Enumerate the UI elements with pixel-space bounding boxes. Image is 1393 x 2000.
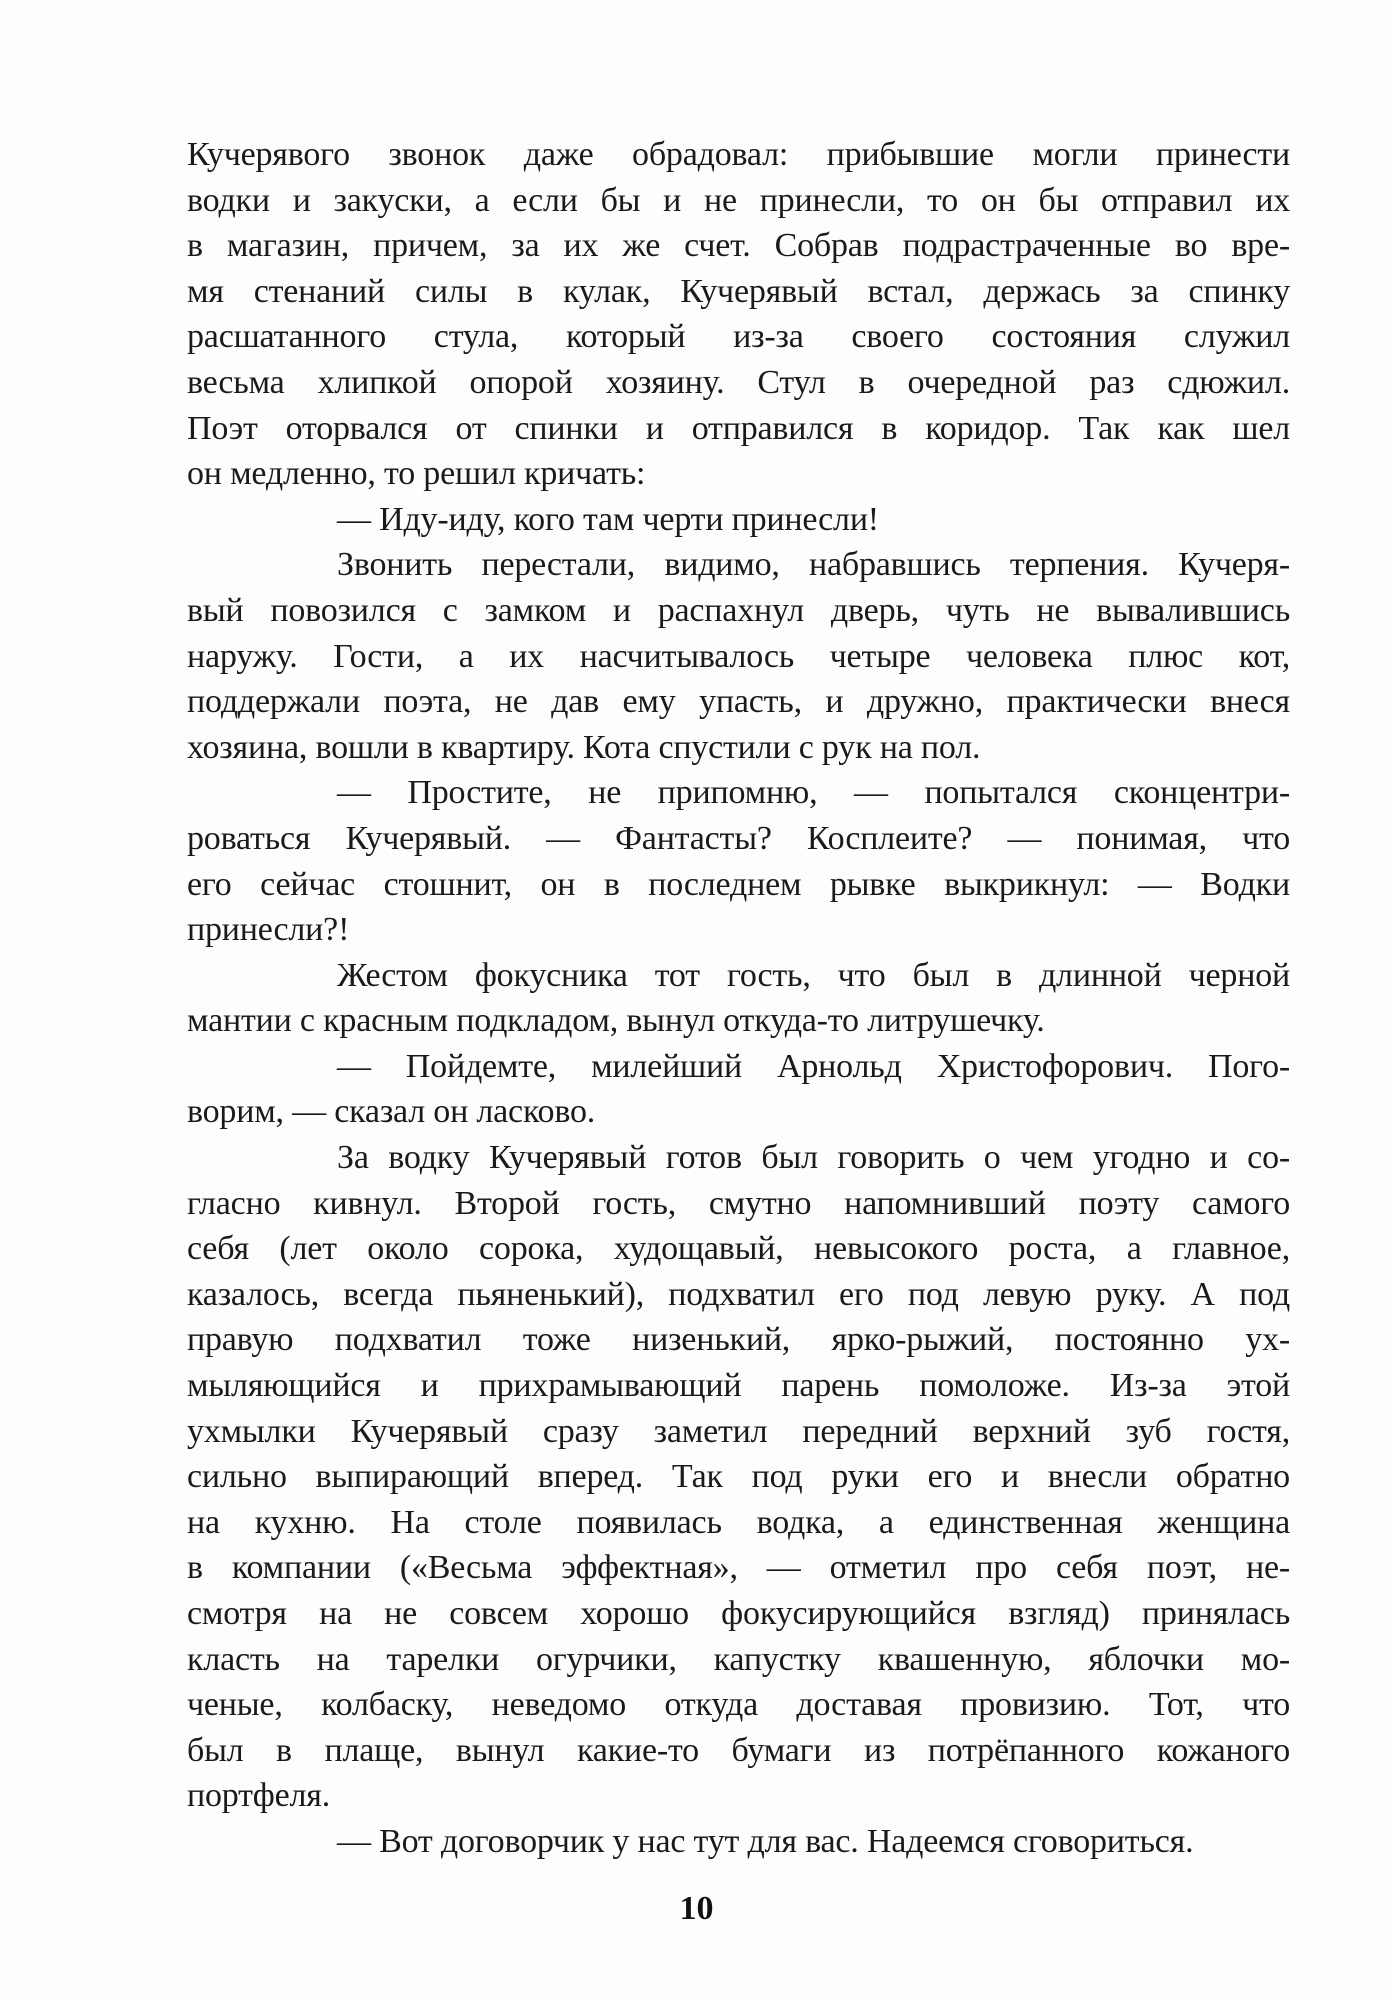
paragraph (187, 953, 1290, 1044)
text-line: — Пойдемте, милейший Арнольд Христофорович. Пого- (337, 1047, 1290, 1085)
text-line: — Иду-иду, кого там черти принесли! (337, 500, 879, 538)
text-line: — Вот договорчик у нас тут для вас. Надеемся сговориться. (337, 1822, 1194, 1860)
text-line: сильно выпирающий вперед. Так под руки его и внесли обратно (187, 1458, 1290, 1496)
text-line: на кухню. На столе появилась водка, а единственная женщина (187, 1503, 1290, 1541)
text-line: в магазин, причем, за их же счет. Собрав подрастраченные во вре- (187, 227, 1290, 265)
body-text (187, 132, 1290, 1865)
text-line: Жестом фокусника тот гость, что был в длинной черной (337, 956, 1290, 994)
text-line: принесли?! (187, 911, 350, 949)
text-line: Кучерявого звонок даже обрадовал: прибывшие могли принести (187, 136, 1290, 173)
text-line: мыляющийся и прихрамывающий парень помоложе. Из-за этой (187, 1367, 1290, 1405)
text-line: роваться Кучерявый. — Фантасты? Косплеите? — понимая, что (187, 819, 1290, 857)
text-line: мантии с красным подкладом, вынул откуда-то литрушечку. (187, 1002, 1045, 1040)
text-line: в компании («Весьма эффектная», — отметил про себя поэт, не- (187, 1549, 1290, 1587)
text-line: водки и закуски, а если бы и не принесли, то он бы отправил их (187, 181, 1290, 219)
text-line: гласно кивнул. Второй гость, смутно напомнивший поэту самого (187, 1184, 1290, 1222)
page-number: 10 (679, 1890, 714, 1927)
paragraph (187, 770, 1290, 952)
text-line: класть на тарелки огурчики, капустку квашенную, яблочки мо- (187, 1640, 1290, 1678)
text-line: ченые, колбаску, неведомо откуда доставая провизию. Тот, что (187, 1686, 1290, 1724)
text-line: вый повозился с замком и распахнул дверь, чуть не вывалившись (187, 591, 1290, 629)
text-line: хозяина, вошли в квартиру. Кота спустили с рук на пол. (187, 728, 981, 766)
text-line: Поэт оторвался от спинки и отправился в коридор. Так как шел (187, 409, 1290, 447)
text-line: был в плаще, вынул какие-то бумаги из потрёпанного кожаного (187, 1731, 1290, 1769)
paragraph (187, 497, 1290, 543)
text-line: Звонить перестали, видимо, набравшись терпения. Кучеря- (337, 546, 1290, 584)
text-line: поддержали поэта, не дав ему упасть, и дружно, практически внеся (187, 683, 1290, 721)
text-line: ворим, — сказал он ласково. (187, 1093, 596, 1131)
text-line: его сейчас стошнит, он в последнем рывке выкрикнул: — Водки (187, 865, 1290, 903)
text-line: весьма хлипкой опорой хозяину. Стул в очередной раз сдюжил. (187, 363, 1290, 401)
paragraph (187, 132, 1290, 497)
text-line: он медленно, то решил кричать: (187, 455, 646, 493)
text-line: мя стенаний силы в кулак, Кучерявый встал, держась за спинку (187, 272, 1290, 310)
paragraph (187, 542, 1290, 770)
text-line: казалось, всегда пьяненький), подхватил его под левую руку. А под (187, 1275, 1290, 1313)
text-line: правую подхватил тоже низенький, ярко-рыжий, постоянно ух- (187, 1321, 1290, 1359)
text-line: За водку Кучерявый готов был говорить о чем угодно и со- (337, 1139, 1290, 1177)
text-line: портфеля. (187, 1777, 331, 1815)
text-line: смотря на не совсем хорошо фокусирующийся взгляд) принялась (187, 1595, 1290, 1632)
text-line: — Простите, не припомню, — попытался сконцентри- (337, 774, 1290, 812)
text-line: расшатанного стула, который из-за своего состояния служил (187, 318, 1290, 356)
paragraph (187, 1819, 1290, 1865)
text-line: себя (лет около сорока, худощавый, невысокого роста, а главное, (187, 1230, 1290, 1268)
paragraph (187, 1044, 1290, 1135)
paragraph (187, 1135, 1290, 1819)
text-line: наружу. Гости, а их насчитывалось четыре человека плюс кот, (187, 637, 1290, 675)
text-line: ухмылки Кучерявый сразу заметил передний верхний зуб гостя, (187, 1412, 1290, 1450)
